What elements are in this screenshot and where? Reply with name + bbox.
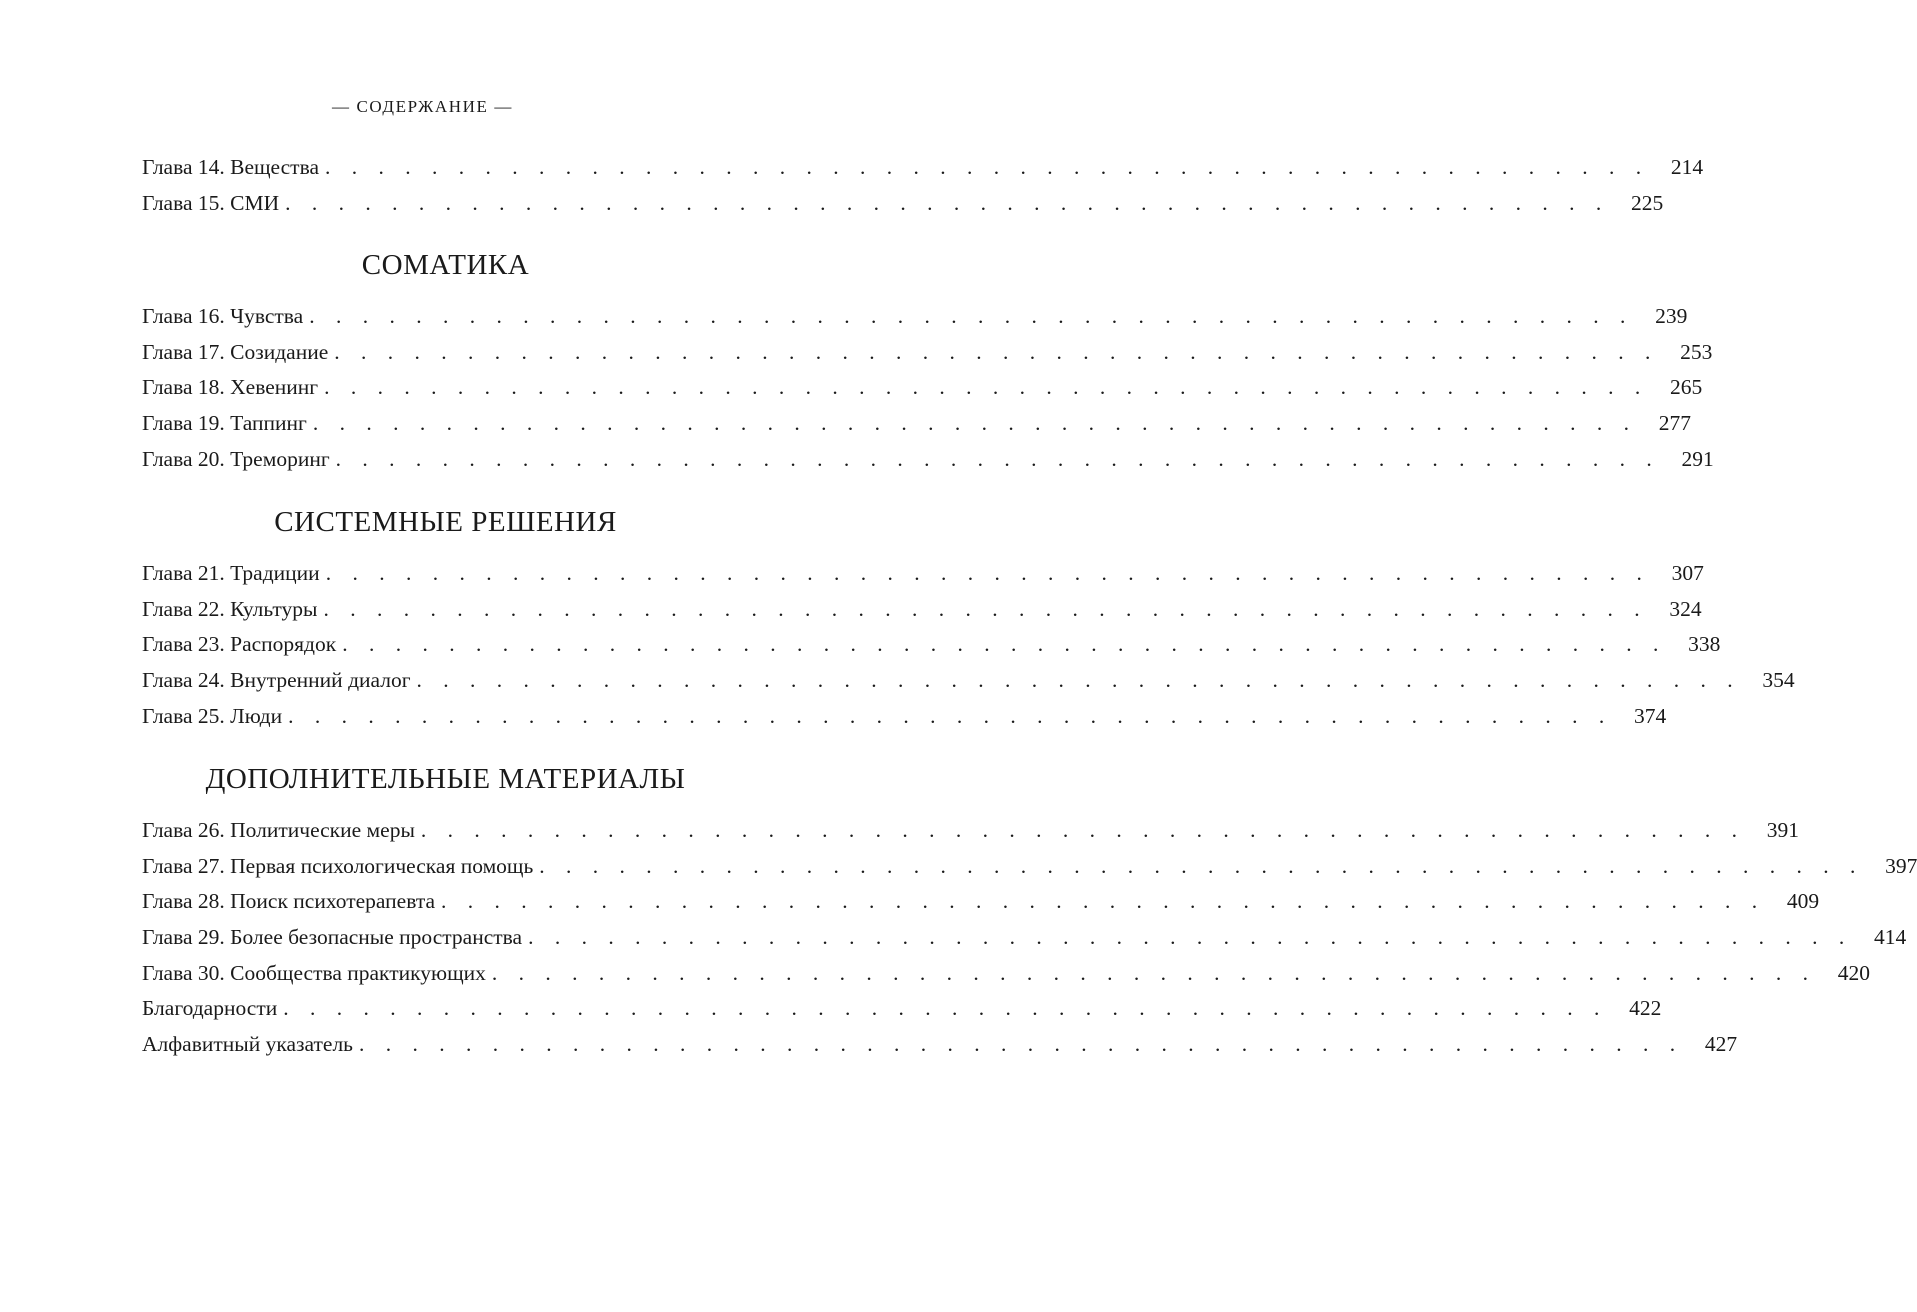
leader-dots: . . . . . . . . . . . . . . . . . . . . . . . . . . . . . . . . . . . . . . . . . . . . . . . . . . (539, 853, 1864, 878)
toc-entry[interactable] (142, 186, 1664, 222)
toc-entry[interactable] (142, 556, 1704, 592)
leader-dots: . . . . . . . . . . . . . . . . . . . . . . . . . . . . . . . . . . . . . . . . . . . . . . . . . . (420, 818, 1746, 843)
toc-entry[interactable] (142, 627, 1721, 663)
toc-entry-title: Глава 29. Более безопасные пространства (142, 924, 523, 949)
toc-entry-page: 414 (1873, 924, 1907, 949)
toc-entry-title: Глава 28. Поиск психотерапевта (142, 889, 436, 914)
toc-entry-title: Глава 26. Политические меры (142, 818, 415, 843)
toc-entry-page: 354 (1762, 667, 1795, 692)
section-heading: ДОПОЛНИТЕЛЬНЫЕ МАТЕРИАЛЫ (205, 763, 686, 796)
toc-entry[interactable] (142, 991, 1662, 1027)
toc-entry-title: Глава 14. Вещества (142, 155, 319, 179)
section-heading: СИСТЕМНЫЕ РЕШЕНИЯ (274, 506, 617, 539)
toc-entry[interactable] (142, 370, 1703, 406)
toc-entry-title: Глава 15. СМИ (142, 190, 280, 215)
toc-entry[interactable] (142, 884, 1820, 920)
toc-entry-page: 391 (1766, 818, 1800, 843)
toc-entry[interactable] (142, 663, 1795, 699)
table-of-contents (142, 150, 1917, 1062)
toc-entry-title: Глава 18. Хевенинг (142, 375, 319, 400)
toc-entry[interactable] (142, 920, 1907, 956)
leader-dots: . . . . . . . . . . . . . . . . . . . . . . . . . . . . . . . . . . . . . . . . . . . . . . . . . . (288, 703, 1613, 728)
toc-entry-title: Благодарности (142, 996, 278, 1021)
toc-entry[interactable] (142, 150, 1704, 186)
toc-entry[interactable] (142, 699, 1667, 735)
toc-entry-page: 397 (1885, 853, 1917, 878)
toc-entry-page: 422 (1629, 996, 1662, 1021)
toc-entry[interactable] (142, 592, 1702, 628)
leader-dots: . . . . . . . . . . . . . . . . . . . . . . . . . . . . . . . . . . . . . . . . . . . . . . . . . . (323, 596, 1648, 621)
toc-entry-page: 277 (1658, 410, 1691, 435)
toc-entry-page: 420 (1837, 960, 1871, 985)
leader-dots: . . . . . . . . . . . . . . . . . . . . . . . . . . . . . . . . . . . . . . . . . . . . . . . . . . (358, 1031, 1684, 1056)
toc-entry-page: 338 (1688, 632, 1721, 657)
leader-dots: . . . . . . . . . . . . . . . . . . . . . . . . . . . . . . . . . . . . . . . . . . . . . . . . . . (309, 304, 1634, 329)
toc-entry[interactable] (142, 335, 1713, 371)
toc-entry[interactable] (142, 813, 1800, 849)
toc-entry-page: 253 (1680, 339, 1713, 364)
toc-entry-title: Глава 27. Первая психологическая помощь (142, 853, 534, 878)
toc-entry[interactable] (142, 956, 1871, 992)
leader-dots: . . . . . . . . . . . . . . . . . . . . . . . . . . . . . . . . . . . . . . . . . . . . . . . . . . (334, 339, 1659, 364)
toc-entry-page: 324 (1669, 596, 1702, 621)
toc-entry-title: Глава 17. Созидание (142, 339, 329, 364)
leader-dots: . . . . . . . . . . . . . . . . . . . . . . . . . . . . . . . . . . . . . . . . . . . . . . . . . . (441, 889, 1766, 914)
toc-entry-page: 374 (1634, 703, 1667, 728)
toc-entry-page: 225 (1630, 190, 1664, 215)
running-head: — СОДЕРЖАНИЕ — (332, 97, 513, 116)
toc-entry-page: 409 (1786, 889, 1820, 914)
toc-entry-page: 239 (1655, 304, 1688, 329)
toc-entry[interactable] (142, 406, 1691, 442)
toc-entry-page: 307 (1671, 561, 1704, 586)
leader-dots: . . . . . . . . . . . . . . . . . . . . . . . . . . . . . . . . . . . . . . . . . . . . . . . . . . (491, 960, 1817, 985)
toc-entry[interactable] (142, 442, 1714, 478)
leader-dots: . . . . . . . . . . . . . . . . . . . . . . . . . . . . . . . . . . . . . . . . . . . . . . . . . . (342, 632, 1667, 657)
toc-entry-title: Глава 22. Культуры (142, 596, 318, 621)
leader-dots: . . . . . . . . . . . . . . . . . . . . . . . . . . . . . . . . . . . . . . . . . . . . . . . . . . (325, 155, 1650, 179)
leader-dots: . . . . . . . . . . . . . . . . . . . . . . . . . . . . . . . . . . . . . . . . . . . . . . . . . . (312, 410, 1637, 435)
toc-entry-title: Глава 25. Люди (142, 703, 283, 728)
toc-entry-title: Алфавитный указатель (142, 1031, 353, 1056)
toc-entry[interactable] (142, 1027, 1738, 1063)
leader-dots: . . . . . . . . . . . . . . . . . . . . . . . . . . . . . . . . . . . . . . . . . . . . . . . . . . (285, 190, 1610, 215)
toc-entry-title: Глава 19. Таппинг (142, 410, 307, 435)
toc-entry-title: Глава 30. Сообщества практикующих (142, 960, 486, 985)
leader-dots: . . . . . . . . . . . . . . . . . . . . . . . . . . . . . . . . . . . . . . . . . . . . . . . . . . (325, 561, 1650, 586)
section-heading: СОМАТИКА (361, 249, 530, 282)
toc-entry-page: 427 (1704, 1031, 1738, 1056)
leader-dots: . . . . . . . . . . . . . . . . . . . . . . . . . . . . . . . . . . . . . . . . . . . . . . . . . . (528, 924, 1853, 949)
toc-entry-page: 265 (1669, 375, 1703, 400)
toc-entry-page: 214 (1670, 155, 1704, 179)
toc-entry[interactable] (142, 299, 1688, 335)
toc-entry-page: 291 (1681, 446, 1714, 471)
leader-dots: . . . . . . . . . . . . . . . . . . . . . . . . . . . . . . . . . . . . . . . . . . . . . . . . . . (324, 375, 1649, 400)
toc-entry-title: Глава 16. Чувства (142, 304, 304, 329)
toc-entry-title: Глава 20. Треморинг (142, 446, 330, 471)
leader-dots: . . . . . . . . . . . . . . . . . . . . . . . . . . . . . . . . . . . . . . . . . . . . . . . . . . (283, 996, 1608, 1021)
toc-entry-title: Глава 23. Распорядок (142, 632, 337, 657)
toc-entry-title: Глава 21. Традиции (142, 561, 320, 586)
toc-entry-title: Глава 24. Внутренний диалог (142, 667, 411, 692)
leader-dots: . . . . . . . . . . . . . . . . . . . . . . . . . . . . . . . . . . . . . . . . . . . . . . . . . . (335, 446, 1660, 471)
toc-entry[interactable] (142, 849, 1917, 885)
leader-dots: . . . . . . . . . . . . . . . . . . . . . . . . . . . . . . . . . . . . . . . . . . . . . . . . . . (416, 667, 1741, 692)
